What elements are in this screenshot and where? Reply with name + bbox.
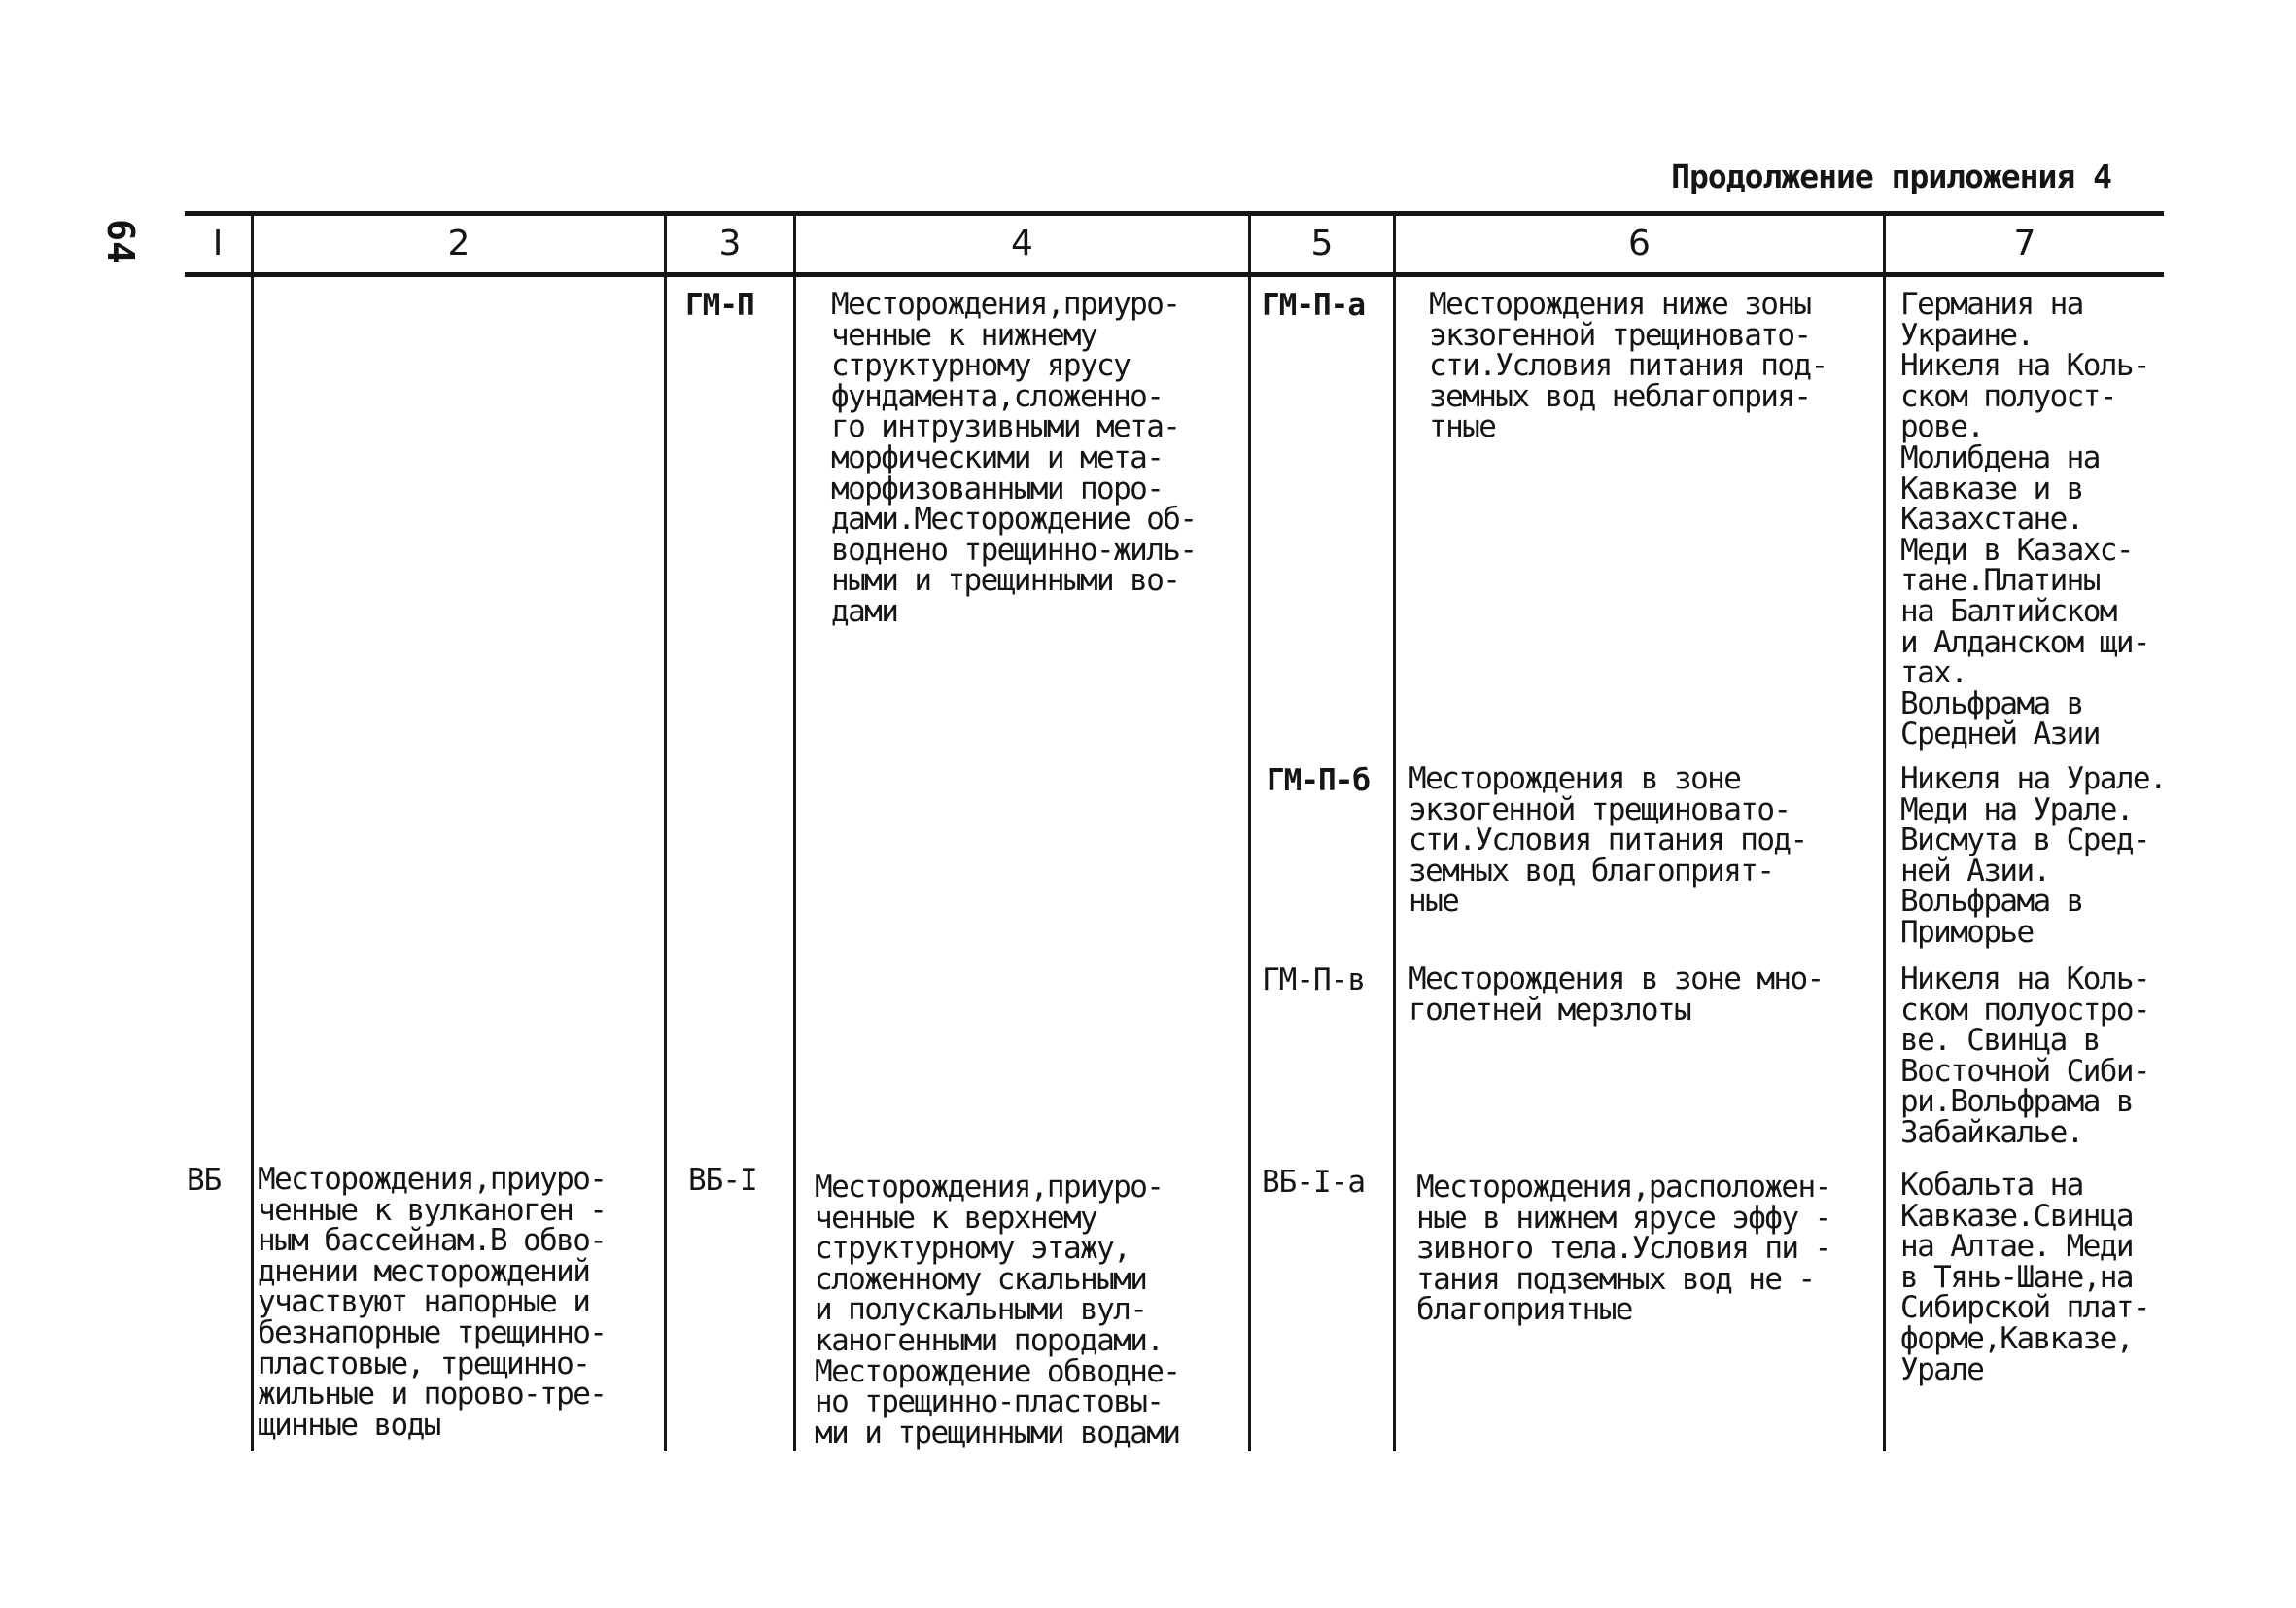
column-divider-2: [664, 212, 667, 1451]
header-col-2: 2: [447, 224, 470, 263]
row1-conditions-c: Месторождения в зоне мно- голетней мерзлоты: [1409, 961, 1824, 1028]
table-header-rule: [185, 272, 2164, 277]
header-col-1: I: [212, 224, 224, 263]
page-number: 64: [99, 219, 142, 263]
row1-conditions-a: Месторождения ниже зоны экзогенной трещиновато- сти.Условия питания под- земных вод неблагоприя- тные: [1429, 287, 1827, 445]
continuation-title: Продолжение приложения 4: [1671, 157, 2111, 195]
row1-examples-c: Никеля на Коль- ском полуостро- ве. Свинца в Восточной Сиби- ри.Вольфрама в Забайкалье.: [1900, 961, 2149, 1150]
row2-description: Месторождения,приуро- ченные к верхнему структурному этажу, сложенному скальными и полускальными вул- каногенными породами. Месторождение обводне- но трещинно-пластовы- ми и трещинными водами: [815, 1170, 1180, 1451]
row1-code: ГМ-П: [685, 288, 754, 323]
row2-group-description: Месторождения,приуро- ченные к вулканоген - ным бассейнам.В обво- днении месторождений участвуют напорные и безнапорные трещинно- пластовые, трещинно- жильные и порово-тре- щинные воды: [258, 1162, 607, 1443]
row1-examples-a: Германия на Украине. Никеля на Коль- ском полуост- рове. Молибдена на Кавказе и в Казахстане. Меди в Казахс- тане.Платины на Балтийском и Алданском щи- тах. Вольфрама в Средней Азии: [1900, 287, 2149, 752]
row2-subcode-a: ВБ-I-а: [1262, 1165, 1365, 1200]
row1-conditions-b: Месторождения в зоне экзогенной трещиновато- сти.Условия питания под- земных вод благоприят- ные: [1409, 761, 1807, 920]
row2-group-code: ВБ: [187, 1163, 222, 1198]
header-col-5: 5: [1310, 224, 1334, 263]
header-col-4: 4: [1011, 224, 1033, 263]
row1-subcode-c: ГМ-П-в: [1262, 962, 1365, 997]
row1-subcode-b: ГМ-П-б: [1267, 763, 1370, 798]
column-divider-4: [1248, 212, 1251, 1451]
row1-description: Месторождения,приуро- ченные к нижнему структурному ярусу фундамента,сложенно- го интрузивными мета- морфическими и мета- морфизованными поро- дами.Месторождение об- воднено трещинно-жиль- ными и трещинными во- дами: [831, 287, 1197, 629]
header-col-7: 7: [2013, 224, 2036, 263]
row2-code: ВБ-I: [688, 1163, 757, 1198]
header-col-6: 6: [1628, 224, 1651, 263]
row1-subcode-a: ГМ-П-а: [1262, 288, 1365, 323]
column-divider-5: [1393, 212, 1396, 1451]
column-divider-3: [793, 212, 796, 1451]
column-divider-6: [1883, 212, 1886, 1451]
row1-examples-b: Никеля на Урале. Меди на Урале. Висмута в Сред- ней Азии. Вольфрама в Приморье: [1900, 761, 2167, 950]
column-divider-1: [251, 212, 254, 1451]
row2-conditions-a: Месторождения,расположен- ные в нижнем ярусе эффу - зивного тела.Условия пи - тания подземных вод не - благоприятные: [1416, 1170, 1831, 1328]
row2-examples-a: Кобальта на Кавказе.Свинца на Алтае. Меди в Тянь-Шане,на Сибирской плат- форме,Кавказе, Урале: [1900, 1168, 2149, 1387]
header-col-3: 3: [718, 224, 742, 263]
